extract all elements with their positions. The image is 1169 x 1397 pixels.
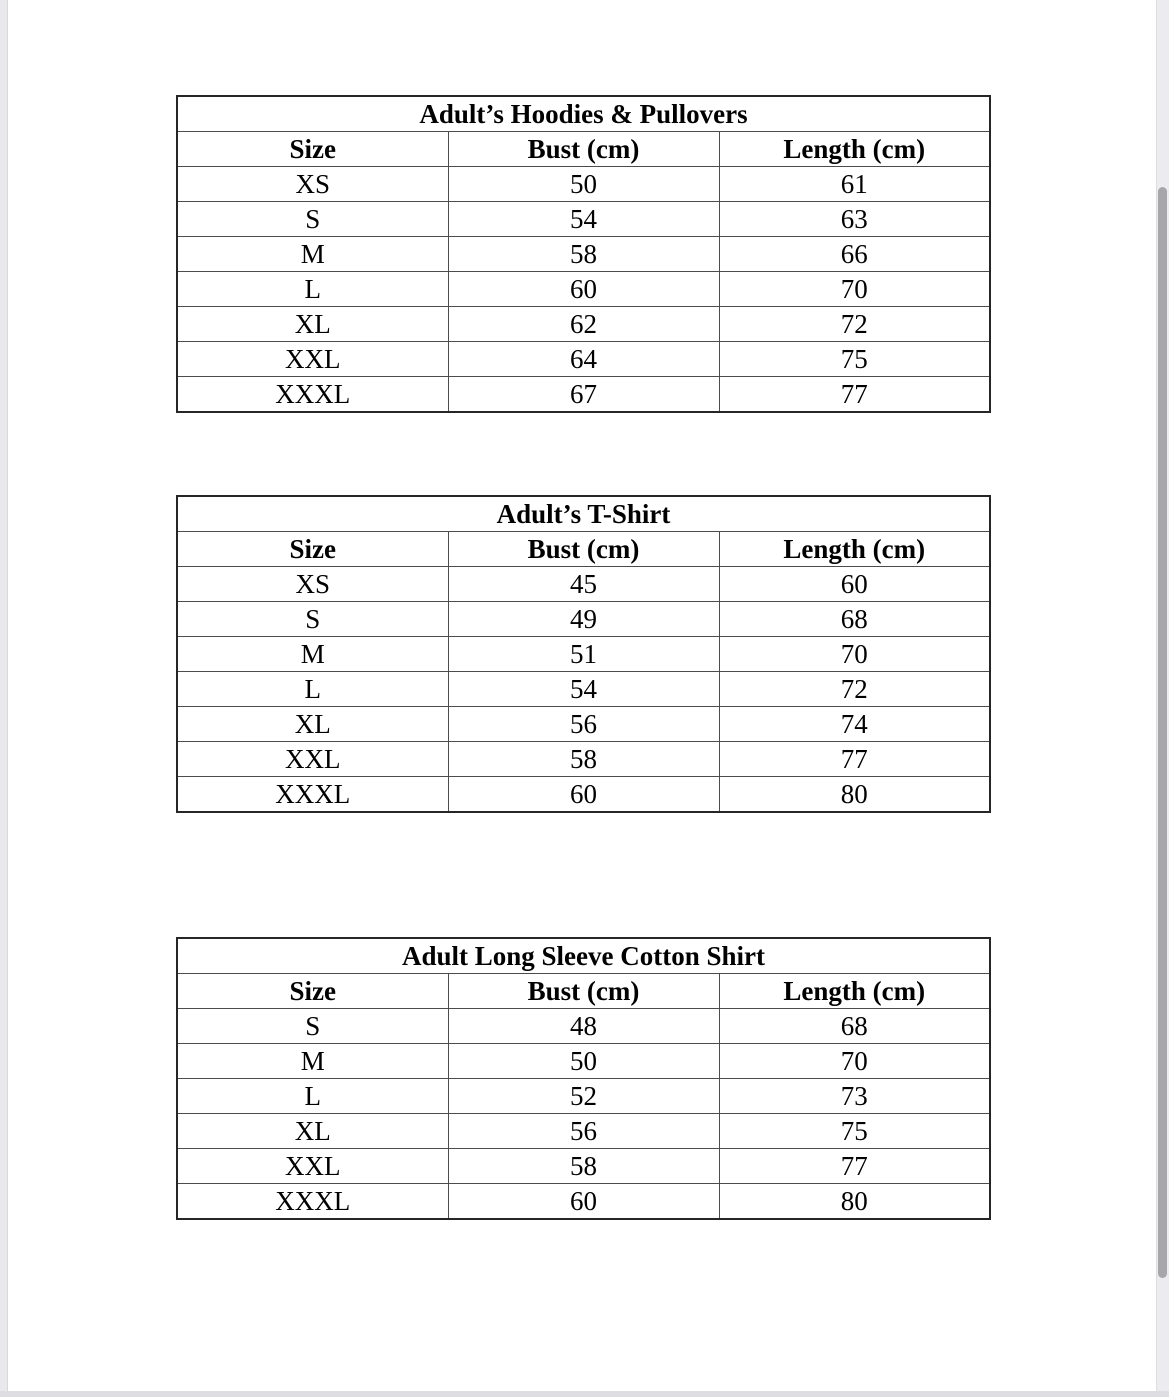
data-cell: 60 bbox=[719, 567, 990, 602]
table-row bbox=[177, 672, 990, 707]
left-page-edge bbox=[0, 0, 8, 1397]
data-cell: 66 bbox=[719, 237, 990, 272]
data-cell: 60 bbox=[448, 272, 719, 307]
data-cell: S bbox=[177, 202, 448, 237]
data-cell: 54 bbox=[448, 672, 719, 707]
vertical-scrollbar-track[interactable] bbox=[1156, 0, 1169, 1397]
table-row bbox=[177, 1079, 990, 1114]
data-cell: XL bbox=[177, 1114, 448, 1149]
data-cell: 80 bbox=[719, 777, 990, 813]
table-row bbox=[177, 707, 990, 742]
data-cell: 80 bbox=[719, 1184, 990, 1220]
data-cell: 77 bbox=[719, 742, 990, 777]
data-cell: 61 bbox=[719, 167, 990, 202]
table-row bbox=[177, 1044, 990, 1079]
column-header: Bust (cm) bbox=[448, 532, 719, 567]
data-cell: 75 bbox=[719, 1114, 990, 1149]
data-cell: 63 bbox=[719, 202, 990, 237]
column-header: Size bbox=[177, 974, 448, 1009]
column-header: Length (cm) bbox=[719, 132, 990, 167]
data-cell: XXL bbox=[177, 742, 448, 777]
table-header-row bbox=[177, 974, 990, 1009]
table-row bbox=[177, 637, 990, 672]
table-row bbox=[177, 377, 990, 413]
data-cell: 58 bbox=[448, 1149, 719, 1184]
table-row bbox=[177, 237, 990, 272]
data-cell: 68 bbox=[719, 1009, 990, 1044]
data-cell: 70 bbox=[719, 637, 990, 672]
document-page bbox=[8, 0, 1157, 1397]
table-row bbox=[177, 742, 990, 777]
data-cell: 52 bbox=[448, 1079, 719, 1114]
data-cell: 62 bbox=[448, 307, 719, 342]
data-cell: 50 bbox=[448, 1044, 719, 1079]
column-header: Length (cm) bbox=[719, 532, 990, 567]
data-cell: M bbox=[177, 237, 448, 272]
data-cell: 51 bbox=[448, 637, 719, 672]
data-cell: XL bbox=[177, 307, 448, 342]
data-cell: XXXL bbox=[177, 1184, 448, 1220]
data-cell: 60 bbox=[448, 777, 719, 813]
data-cell: L bbox=[177, 272, 448, 307]
data-cell: 50 bbox=[448, 167, 719, 202]
table-row bbox=[177, 1184, 990, 1220]
table-row bbox=[177, 602, 990, 637]
data-cell: XL bbox=[177, 707, 448, 742]
table-row bbox=[177, 1149, 990, 1184]
column-header: Size bbox=[177, 132, 448, 167]
data-cell: 58 bbox=[448, 237, 719, 272]
data-cell: XS bbox=[177, 567, 448, 602]
data-cell: XS bbox=[177, 167, 448, 202]
data-cell: 60 bbox=[448, 1184, 719, 1220]
data-cell: 70 bbox=[719, 272, 990, 307]
table-title-row bbox=[177, 938, 990, 974]
table-title: Adult Long Sleeve Cotton Shirt bbox=[177, 938, 990, 974]
data-cell: 56 bbox=[448, 707, 719, 742]
data-cell: 72 bbox=[719, 307, 990, 342]
table-header-row bbox=[177, 132, 990, 167]
table-row bbox=[177, 202, 990, 237]
data-cell: 77 bbox=[719, 377, 990, 413]
data-cell: L bbox=[177, 1079, 448, 1114]
data-cell: S bbox=[177, 602, 448, 637]
column-header: Length (cm) bbox=[719, 974, 990, 1009]
data-cell: 45 bbox=[448, 567, 719, 602]
vertical-scrollbar-thumb[interactable] bbox=[1158, 187, 1167, 1278]
column-header: Bust (cm) bbox=[448, 974, 719, 1009]
table-row bbox=[177, 1114, 990, 1149]
table-title: Adult’s Hoodies & Pullovers bbox=[177, 96, 990, 132]
data-cell: XXL bbox=[177, 1149, 448, 1184]
data-cell: 67 bbox=[448, 377, 719, 413]
data-cell: 64 bbox=[448, 342, 719, 377]
data-cell: L bbox=[177, 672, 448, 707]
column-header: Bust (cm) bbox=[448, 132, 719, 167]
data-cell: 56 bbox=[448, 1114, 719, 1149]
table-title-row bbox=[177, 496, 990, 532]
data-cell: 68 bbox=[719, 602, 990, 637]
table-row bbox=[177, 1009, 990, 1044]
data-cell: 49 bbox=[448, 602, 719, 637]
data-cell: S bbox=[177, 1009, 448, 1044]
data-cell: 48 bbox=[448, 1009, 719, 1044]
horizontal-scrollbar-track[interactable] bbox=[0, 1391, 1169, 1397]
data-cell: 74 bbox=[719, 707, 990, 742]
data-cell: XXL bbox=[177, 342, 448, 377]
data-cell: 70 bbox=[719, 1044, 990, 1079]
table-title-row bbox=[177, 96, 990, 132]
data-cell: 54 bbox=[448, 202, 719, 237]
data-cell: M bbox=[177, 1044, 448, 1079]
size-table-tshirt bbox=[176, 495, 991, 813]
data-cell: 72 bbox=[719, 672, 990, 707]
table-header-row bbox=[177, 532, 990, 567]
table-row bbox=[177, 567, 990, 602]
data-cell: 77 bbox=[719, 1149, 990, 1184]
table-row bbox=[177, 272, 990, 307]
data-cell: M bbox=[177, 637, 448, 672]
table-row bbox=[177, 777, 990, 813]
table-title: Adult’s T-Shirt bbox=[177, 496, 990, 532]
size-table-hoodies-pullovers bbox=[176, 95, 991, 413]
table-row bbox=[177, 307, 990, 342]
data-cell: 58 bbox=[448, 742, 719, 777]
data-cell: 73 bbox=[719, 1079, 990, 1114]
data-cell: XXXL bbox=[177, 777, 448, 813]
table-row bbox=[177, 342, 990, 377]
table-row bbox=[177, 167, 990, 202]
data-cell: XXXL bbox=[177, 377, 448, 413]
column-header: Size bbox=[177, 532, 448, 567]
data-cell: 75 bbox=[719, 342, 990, 377]
size-table-long-sleeve-cotton-shirt bbox=[176, 937, 991, 1220]
